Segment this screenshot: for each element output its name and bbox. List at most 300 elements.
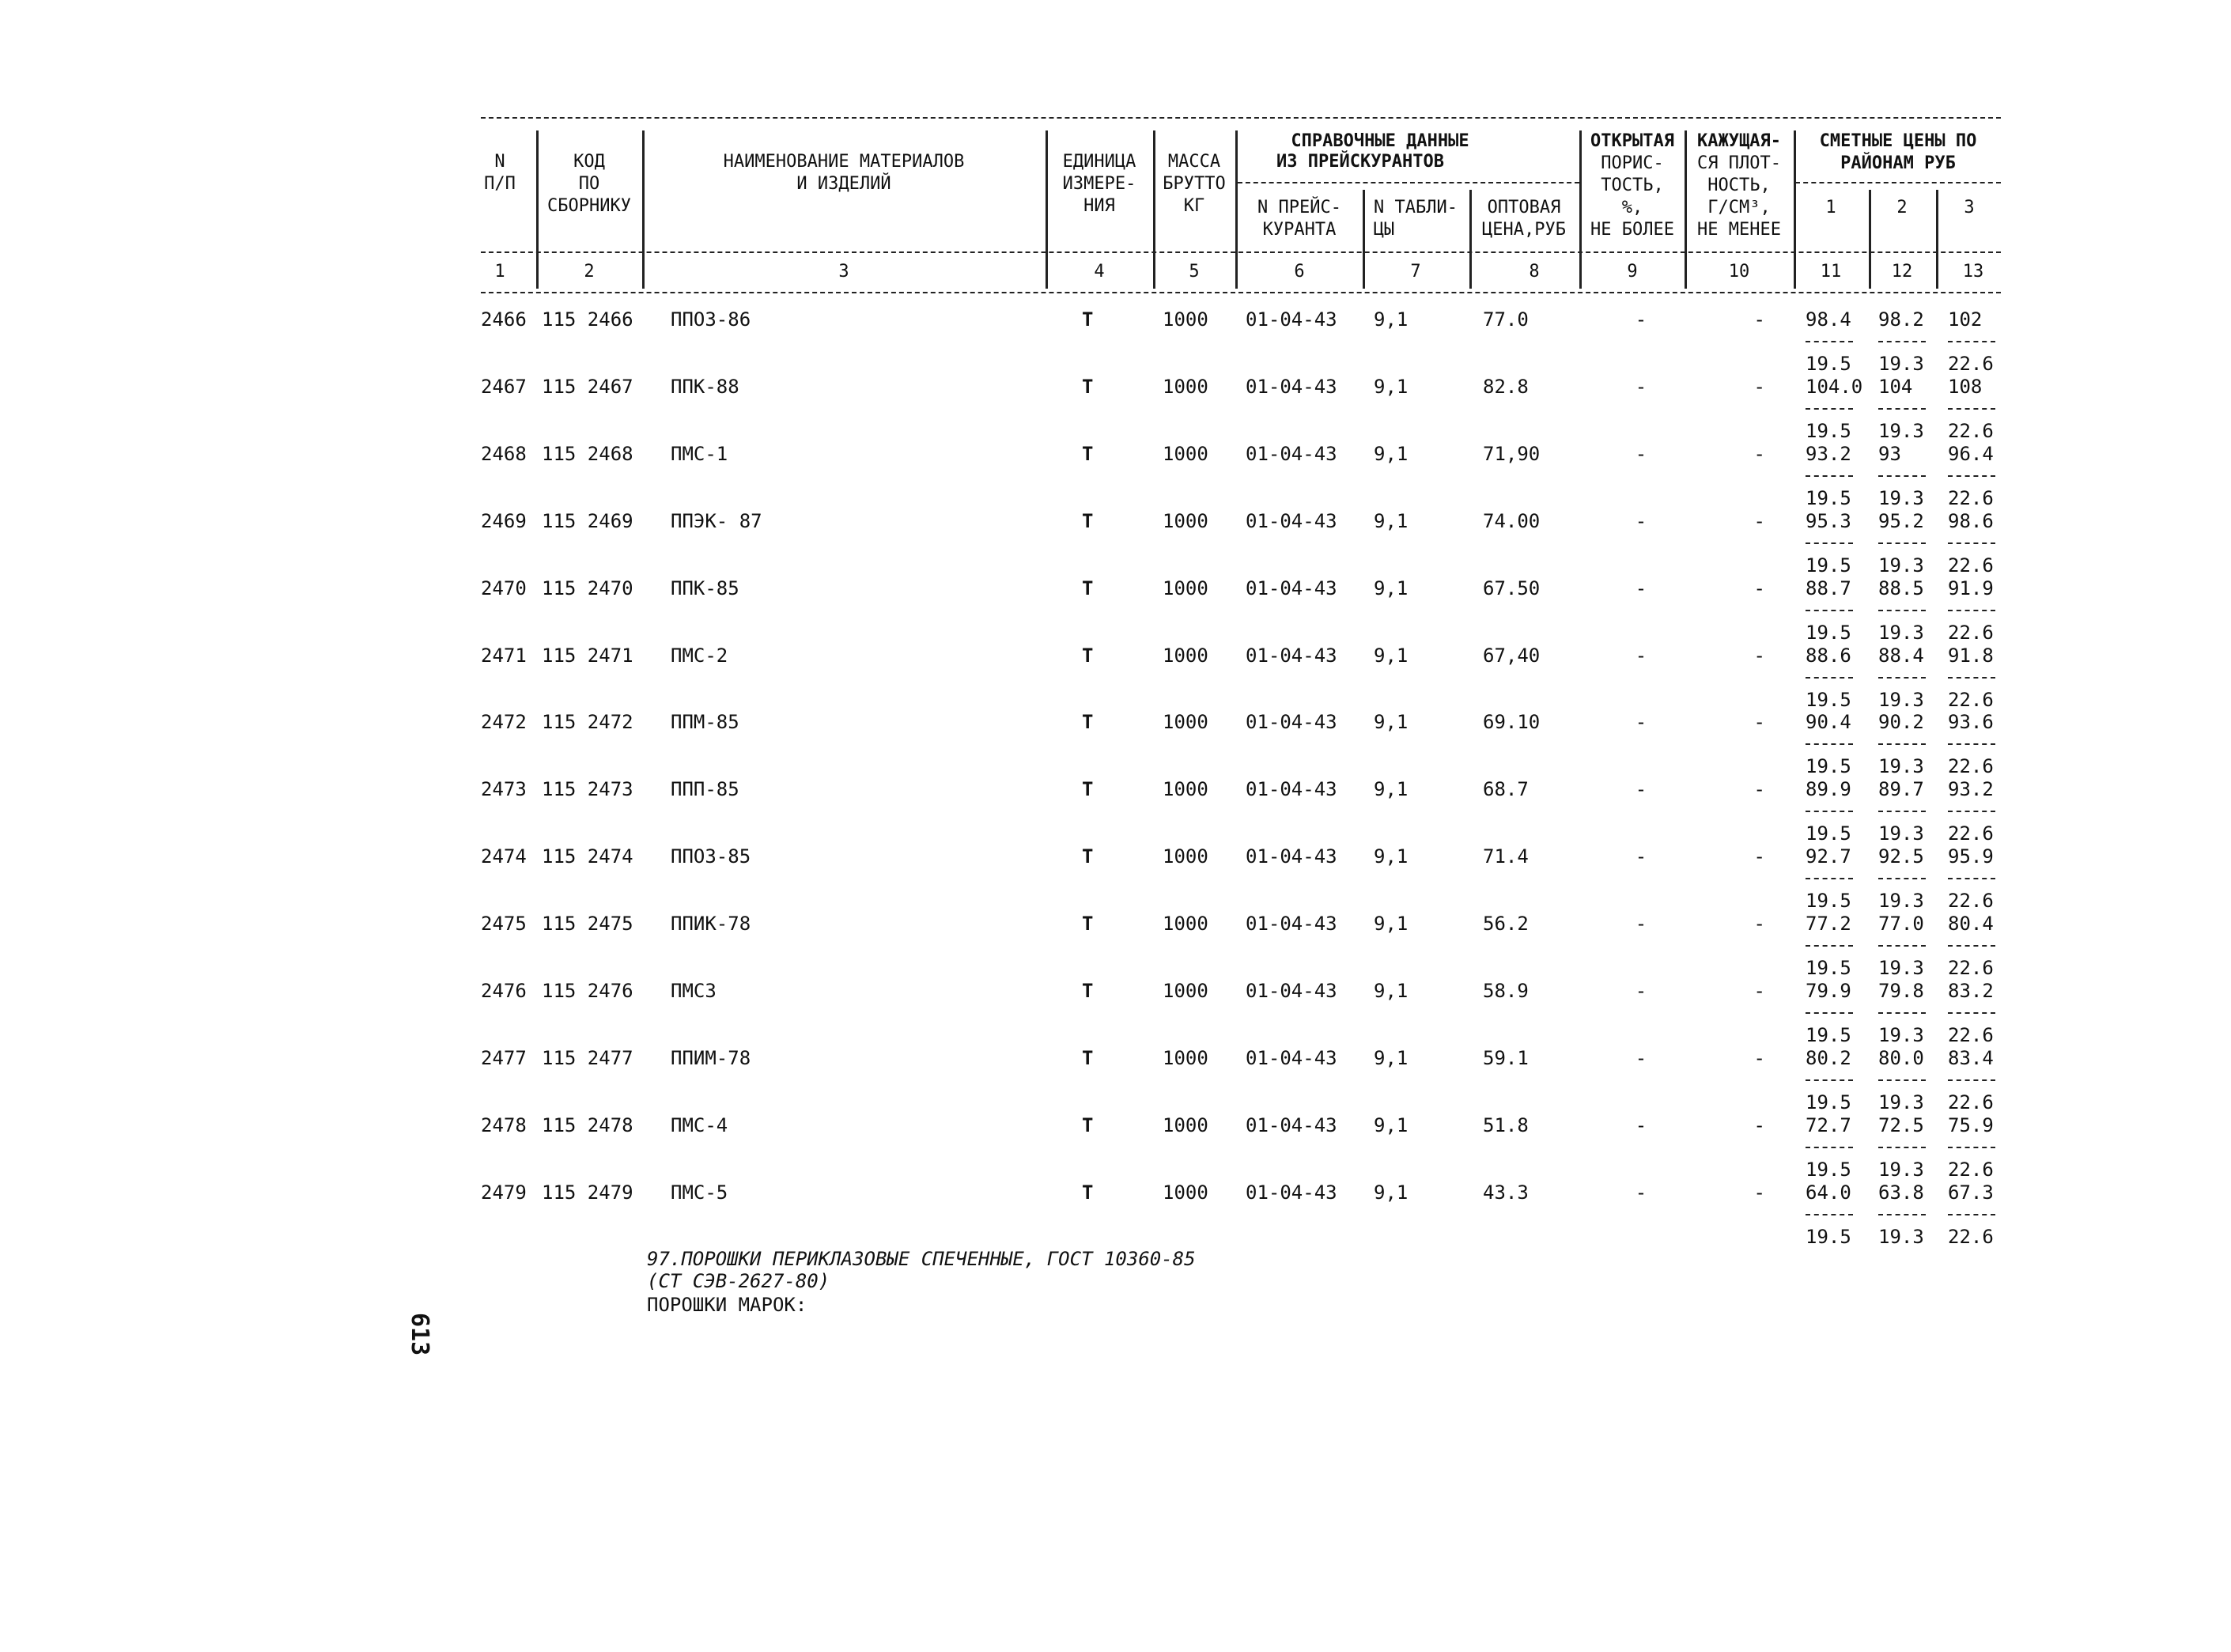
cell-wholesale-price: 74.00 (1483, 509, 1541, 532)
col-number-7: 7 (1410, 262, 1421, 282)
cell-table: 9,1 (1374, 644, 1409, 667)
cell-table: 9,1 (1374, 913, 1409, 936)
cell-number: 2466 (481, 308, 527, 331)
cell-pricelist: 01-04-43 (1246, 845, 1337, 868)
cell-porosity: - (1635, 778, 1647, 801)
cell-porosity: - (1635, 442, 1647, 465)
cell-mass: 1000 (1163, 509, 1208, 532)
cell-region-denominator: 19.3 (1878, 890, 1924, 913)
cell-wholesale-price: 68.7 (1483, 778, 1529, 801)
cell-table: 9,1 (1374, 778, 1409, 801)
cell-code: 115 2472 (542, 711, 633, 734)
fraction-line (1948, 811, 1995, 812)
cell-unit: Т (1082, 308, 1094, 331)
header-density-1: КАЖУЩАЯ- (1697, 131, 1781, 151)
cell-mass: 1000 (1163, 845, 1208, 868)
cell-density: - (1753, 778, 1765, 801)
cell-region-denominator: 22.6 (1948, 621, 1994, 644)
fraction-line (1948, 945, 1995, 947)
cell-density: - (1753, 913, 1765, 936)
cell-mass: 1000 (1163, 913, 1208, 936)
cell-material-name: ПМС-5 (671, 1181, 728, 1204)
col-number-1: 1 (494, 262, 505, 282)
cell-number: 2477 (481, 1046, 527, 1069)
cell-unit: Т (1082, 1113, 1094, 1136)
cell-density: - (1753, 644, 1765, 667)
header-table-2: ЦЫ (1373, 220, 1395, 240)
col-number-2: 2 (584, 262, 595, 282)
cell-wholesale-price: 77.0 (1483, 308, 1529, 331)
fraction-line (1878, 1214, 1926, 1215)
fraction-line (1948, 610, 1995, 611)
header-density-4: Г/СМ³, (1707, 198, 1771, 217)
cell-table: 9,1 (1374, 576, 1409, 599)
cell-region2-price: 63.8 (1878, 1181, 1924, 1204)
fraction-line (1806, 743, 1853, 745)
cell-region1-price: 89.9 (1806, 778, 1851, 801)
cell-region-denominator: 19.5 (1806, 1024, 1851, 1046)
header-price-1: ОПТОВАЯ (1487, 198, 1561, 217)
cell-code: 115 2468 (542, 442, 633, 465)
cell-region-denominator: 22.6 (1948, 554, 1994, 576)
cell-wholesale-price: 56.2 (1483, 913, 1529, 936)
cell-table: 9,1 (1374, 845, 1409, 868)
cell-region3-price: 83.4 (1948, 1046, 1994, 1069)
cell-porosity: - (1635, 1046, 1647, 1069)
fraction-line (1948, 878, 1995, 879)
cell-wholesale-price: 71,90 (1483, 442, 1541, 465)
cell-unit: Т (1082, 509, 1094, 532)
cell-region-denominator: 19.3 (1878, 554, 1924, 576)
fraction-line (1878, 475, 1926, 477)
cell-region-denominator: 22.6 (1948, 1225, 1994, 1248)
cell-material-name: ППОЗ-86 (671, 308, 751, 331)
header-unit-3: НИЯ (1083, 196, 1115, 216)
fraction-line (1806, 475, 1853, 477)
header-npp-1: N (494, 152, 505, 172)
cell-mass: 1000 (1163, 980, 1208, 1002)
cell-wholesale-price: 59.1 (1483, 1046, 1529, 1069)
cell-porosity: - (1635, 375, 1647, 398)
cell-unit: Т (1082, 845, 1094, 868)
cell-wholesale-price: 69.10 (1483, 711, 1541, 734)
cell-region3-price: 95.9 (1948, 845, 1994, 868)
header-density-5: НЕ МЕНЕЕ (1697, 220, 1781, 240)
cell-region3-price: 91.9 (1948, 576, 1994, 599)
cell-density: - (1753, 1181, 1765, 1204)
cell-region-denominator: 22.6 (1948, 890, 1994, 913)
cell-region-denominator: 19.5 (1806, 1091, 1851, 1113)
header-table-1: N ТАБЛИ- (1374, 198, 1458, 217)
fraction-line (1948, 408, 1995, 410)
cell-pricelist: 01-04-43 (1246, 576, 1337, 599)
cell-code: 115 2477 (542, 1046, 633, 1069)
fraction-line (1878, 341, 1926, 342)
col-number-11: 11 (1820, 262, 1842, 282)
cell-table: 9,1 (1374, 509, 1409, 532)
cell-pricelist: 01-04-43 (1246, 1113, 1337, 1136)
cell-table: 9,1 (1374, 711, 1409, 734)
cell-pricelist: 01-04-43 (1246, 442, 1337, 465)
cell-region1-price: 92.7 (1806, 845, 1851, 868)
fraction-line (1806, 542, 1853, 544)
header-porosity-4: %, (1621, 198, 1643, 217)
fraction-line (1878, 878, 1926, 879)
cell-pricelist: 01-04-43 (1246, 711, 1337, 734)
cell-number: 2475 (481, 913, 527, 936)
cell-wholesale-price: 51.8 (1483, 1113, 1529, 1136)
cell-code: 115 2473 (542, 778, 633, 801)
fraction-line (1806, 341, 1853, 342)
cell-code: 115 2479 (542, 1181, 633, 1204)
cell-region-denominator: 22.6 (1948, 1158, 1994, 1181)
fraction-line (1806, 811, 1853, 812)
cell-mass: 1000 (1163, 375, 1208, 398)
cell-pricelist: 01-04-43 (1246, 644, 1337, 667)
cell-density: - (1753, 509, 1765, 532)
cell-mass: 1000 (1163, 1046, 1208, 1069)
cell-region3-price: 96.4 (1948, 442, 1994, 465)
cell-region-denominator: 19.3 (1878, 688, 1924, 711)
header-name-2: И ИЗДЕЛИЙ (796, 174, 891, 194)
cell-region-denominator: 19.5 (1806, 621, 1851, 644)
cell-number: 2468 (481, 442, 527, 465)
cell-region-denominator: 19.5 (1806, 688, 1851, 711)
cell-porosity: - (1635, 913, 1647, 936)
fraction-line (1948, 542, 1995, 544)
cell-wholesale-price: 58.9 (1483, 980, 1529, 1002)
cell-wholesale-price: 67.50 (1483, 576, 1541, 599)
header-porosity-1: ОТКРЫТАЯ (1590, 131, 1674, 151)
cell-number: 2472 (481, 711, 527, 734)
cell-unit: Т (1082, 442, 1094, 465)
header-density-2: СЯ ПЛОТ- (1697, 153, 1781, 173)
cell-unit: Т (1082, 778, 1094, 801)
cell-density: - (1753, 375, 1765, 398)
cell-mass: 1000 (1163, 576, 1208, 599)
section-subtitle: (СТ СЭВ-2627-80) (647, 1270, 830, 1292)
header-unit-2: ИЗМЕРЕ- (1062, 174, 1136, 194)
cell-pricelist: 01-04-43 (1246, 778, 1337, 801)
cell-region1-price: 79.9 (1806, 980, 1851, 1002)
cell-region-denominator: 19.3 (1878, 1091, 1924, 1113)
cell-region1-price: 90.4 (1806, 711, 1851, 734)
col-number-8: 8 (1529, 262, 1540, 282)
cell-number: 2478 (481, 1113, 527, 1136)
cell-code: 115 2467 (542, 375, 633, 398)
fraction-line (1878, 1012, 1926, 1014)
col-number-9: 9 (1627, 262, 1638, 282)
cell-material-name: ППП-85 (671, 778, 739, 801)
cell-region3-price: 98.6 (1948, 509, 1994, 532)
cell-porosity: - (1635, 845, 1647, 868)
fraction-line (1806, 1079, 1853, 1081)
fraction-line (1948, 1214, 1995, 1215)
cell-code: 115 2470 (542, 576, 633, 599)
fraction-line (1878, 811, 1926, 812)
fraction-line (1878, 743, 1926, 745)
cell-pricelist: 01-04-43 (1246, 308, 1337, 331)
cell-region3-price: 108 (1948, 375, 1983, 398)
fraction-line (1806, 878, 1853, 879)
cell-unit: Т (1082, 375, 1094, 398)
cell-region2-price: 88.4 (1878, 644, 1924, 667)
cell-wholesale-price: 82.8 (1483, 375, 1529, 398)
fraction-line (1878, 1147, 1926, 1148)
cell-region-denominator: 19.5 (1806, 1158, 1851, 1181)
cell-porosity: - (1635, 1181, 1647, 1204)
col-number-4: 4 (1094, 262, 1105, 282)
cell-material-name: ППК-88 (671, 375, 739, 398)
cell-region-denominator: 19.3 (1878, 353, 1924, 375)
cell-region1-price: 80.2 (1806, 1046, 1851, 1069)
cell-unit: Т (1082, 1046, 1094, 1069)
cell-table: 9,1 (1374, 980, 1409, 1002)
cell-region-denominator: 19.5 (1806, 1225, 1851, 1248)
cell-unit: Т (1082, 576, 1094, 599)
fraction-line (1806, 1012, 1853, 1014)
fraction-line (1948, 1012, 1995, 1014)
header-mass-1: МАССА (1167, 152, 1221, 172)
cell-region1-price: 77.2 (1806, 913, 1851, 936)
cell-region2-price: 80.0 (1878, 1046, 1924, 1069)
cell-code: 115 2478 (542, 1113, 633, 1136)
cell-unit: Т (1082, 1181, 1094, 1204)
col-number-12: 12 (1891, 262, 1913, 282)
cell-table: 9,1 (1374, 308, 1409, 331)
cell-code: 115 2474 (542, 845, 633, 868)
cell-number: 2476 (481, 980, 527, 1002)
header-porosity-5: НЕ БОЛЕЕ (1590, 220, 1674, 240)
cell-porosity: - (1635, 1113, 1647, 1136)
cell-table: 9,1 (1374, 1113, 1409, 1136)
cell-code: 115 2466 (542, 308, 633, 331)
fraction-line (1806, 610, 1853, 611)
cell-number: 2470 (481, 576, 527, 599)
cell-unit: Т (1082, 913, 1094, 936)
header-region-1: 1 (1825, 198, 1836, 217)
cell-code: 115 2471 (542, 644, 633, 667)
cell-porosity: - (1635, 711, 1647, 734)
cell-region-denominator: 19.3 (1878, 1158, 1924, 1181)
cell-region-denominator: 19.3 (1878, 486, 1924, 509)
fraction-line (1948, 677, 1995, 679)
cell-density: - (1753, 442, 1765, 465)
cell-material-name: ППК-85 (671, 576, 739, 599)
cell-region-denominator: 19.5 (1806, 755, 1851, 778)
cell-number: 2471 (481, 644, 527, 667)
col-number-13: 13 (1962, 262, 1984, 282)
cell-region-denominator: 19.5 (1806, 890, 1851, 913)
cell-material-name: ПМС-1 (671, 442, 728, 465)
fraction-line (1948, 1079, 1995, 1081)
cell-region-denominator: 19.3 (1878, 419, 1924, 442)
cell-mass: 1000 (1163, 711, 1208, 734)
cell-region3-price: 102 (1948, 308, 1983, 331)
cell-region1-price: 93.2 (1806, 442, 1851, 465)
cell-region3-price: 91.8 (1948, 644, 1994, 667)
fraction-line (1878, 610, 1926, 611)
cell-region2-price: 72.5 (1878, 1113, 1924, 1136)
cell-porosity: - (1635, 644, 1647, 667)
cell-region-denominator: 19.5 (1806, 486, 1851, 509)
cell-region2-price: 104 (1878, 375, 1913, 398)
cell-region-denominator: 19.5 (1806, 554, 1851, 576)
header-price-group-2: РАЙОНАМ РУБ (1840, 153, 1956, 173)
cell-region2-price: 89.7 (1878, 778, 1924, 801)
header-density-3: НОСТЬ, (1707, 176, 1771, 195)
cell-region3-price: 67.3 (1948, 1181, 1994, 1204)
cell-mass: 1000 (1163, 442, 1208, 465)
cell-table: 9,1 (1374, 375, 1409, 398)
cell-code: 115 2476 (542, 980, 633, 1002)
cell-region3-price: 80.4 (1948, 913, 1994, 936)
cell-region-denominator: 22.6 (1948, 486, 1994, 509)
fraction-line (1806, 1147, 1853, 1148)
cell-region3-price: 93.2 (1948, 778, 1994, 801)
cell-region3-price: 93.6 (1948, 711, 1994, 734)
header-price-2: ЦЕНА,РУБ (1482, 220, 1566, 240)
cell-wholesale-price: 71.4 (1483, 845, 1529, 868)
cell-pricelist: 01-04-43 (1246, 509, 1337, 532)
fraction-line (1806, 408, 1853, 410)
header-porosity-2: ПОРИС- (1601, 153, 1664, 173)
header-region-3: 3 (1964, 198, 1975, 217)
fraction-line (1878, 677, 1926, 679)
cell-pricelist: 01-04-43 (1246, 375, 1337, 398)
cell-density: - (1753, 1046, 1765, 1069)
cell-number: 2474 (481, 845, 527, 868)
header-mass-3: КГ (1183, 196, 1205, 216)
cell-region-denominator: 22.6 (1948, 1024, 1994, 1046)
header-price-group-1: СМЕТНЫЕ ЦЕНЫ ПО (1819, 131, 1977, 151)
cell-region-denominator: 19.5 (1806, 957, 1851, 980)
col-number-6: 6 (1294, 262, 1305, 282)
cell-mass: 1000 (1163, 308, 1208, 331)
fraction-line (1948, 475, 1995, 477)
cell-material-name: ППОЗ-85 (671, 845, 751, 868)
cell-number: 2473 (481, 778, 527, 801)
cell-pricelist: 01-04-43 (1246, 913, 1337, 936)
cell-mass: 1000 (1163, 644, 1208, 667)
header-ref-group-1: СПРАВОЧНЫЕ ДАННЫЕ (1291, 131, 1469, 151)
cell-region-denominator: 19.3 (1878, 621, 1924, 644)
cell-number: 2479 (481, 1181, 527, 1204)
cell-unit: Т (1082, 980, 1094, 1002)
cell-pricelist: 01-04-43 (1246, 1181, 1337, 1204)
fraction-line (1948, 341, 1995, 342)
cell-region-denominator: 19.3 (1878, 755, 1924, 778)
cell-unit: Т (1082, 711, 1094, 734)
cell-porosity: - (1635, 509, 1647, 532)
cell-region2-price: 90.2 (1878, 711, 1924, 734)
header-code-1: КОД (573, 152, 605, 172)
fraction-line (1878, 542, 1926, 544)
cell-region2-price: 88.5 (1878, 576, 1924, 599)
cell-region2-price: 95.2 (1878, 509, 1924, 532)
cell-density: - (1753, 308, 1765, 331)
cell-unit: Т (1082, 644, 1094, 667)
cell-region-denominator: 19.3 (1878, 822, 1924, 845)
fraction-line (1948, 743, 1995, 745)
cell-density: - (1753, 980, 1765, 1002)
cell-region1-price: 104.0 (1806, 375, 1863, 398)
cell-material-name: ПМС3 (671, 980, 717, 1002)
cell-region-denominator: 22.6 (1948, 1091, 1994, 1113)
cell-region2-price: 92.5 (1878, 845, 1924, 868)
cell-wholesale-price: 43.3 (1483, 1181, 1529, 1204)
cell-table: 9,1 (1374, 442, 1409, 465)
cell-region2-price: 79.8 (1878, 980, 1924, 1002)
cell-number: 2469 (481, 509, 527, 532)
cell-region-denominator: 19.3 (1878, 1024, 1924, 1046)
cell-mass: 1000 (1163, 1113, 1208, 1136)
col-number-10: 10 (1728, 262, 1750, 282)
cell-region-denominator: 19.3 (1878, 957, 1924, 980)
header-pricelist-1: N ПРЕЙС- (1257, 198, 1341, 217)
header-mass-2: БРУТТО (1163, 174, 1226, 194)
cell-region1-price: 88.6 (1806, 644, 1851, 667)
cell-pricelist: 01-04-43 (1246, 1046, 1337, 1069)
cell-region-denominator: 22.6 (1948, 755, 1994, 778)
cell-region-denominator: 19.3 (1878, 1225, 1924, 1248)
cell-density: - (1753, 711, 1765, 734)
col-number-5: 5 (1189, 262, 1200, 282)
header-code-2: ПО (578, 174, 600, 194)
cell-code: 115 2475 (542, 913, 633, 936)
cell-region2-price: 77.0 (1878, 913, 1924, 936)
cell-number: 2467 (481, 375, 527, 398)
cell-region-denominator: 22.6 (1948, 353, 1994, 375)
brands-label: ПОРОШКИ МАРОК: (647, 1294, 807, 1316)
header-npp-2: П/П (484, 174, 516, 194)
cell-region1-price: 95.3 (1806, 509, 1851, 532)
cell-wholesale-price: 67,40 (1483, 644, 1541, 667)
cell-region-denominator: 19.5 (1806, 353, 1851, 375)
cell-region3-price: 75.9 (1948, 1113, 1994, 1136)
fraction-line (1878, 1079, 1926, 1081)
cell-region-denominator: 22.6 (1948, 419, 1994, 442)
header-pricelist-2: КУРАНТА (1262, 220, 1337, 240)
col-number-3: 3 (838, 262, 849, 282)
cell-material-name: ППИМ-78 (671, 1046, 751, 1069)
cell-material-name: ППМ-85 (671, 711, 739, 734)
header-name-1: НАИМЕНОВАНИЕ МАТЕРИАЛОВ (723, 152, 965, 172)
cell-region1-price: 98.4 (1806, 308, 1851, 331)
fraction-line (1806, 677, 1853, 679)
cell-material-name: ППИК-78 (671, 913, 751, 936)
cell-porosity: - (1635, 980, 1647, 1002)
cell-region1-price: 72.7 (1806, 1113, 1851, 1136)
cell-region-denominator: 22.6 (1948, 822, 1994, 845)
cell-table: 9,1 (1374, 1046, 1409, 1069)
cell-material-name: ПМС-4 (671, 1113, 728, 1136)
cell-density: - (1753, 1113, 1765, 1136)
cell-code: 115 2469 (542, 509, 633, 532)
header-region-2: 2 (1896, 198, 1908, 217)
cell-mass: 1000 (1163, 1181, 1208, 1204)
section-title: 97.ПОРОШКИ ПЕРИКЛАЗОВЫЕ СПЕЧЕННЫЕ, ГОСТ 10360-85 (647, 1248, 1196, 1270)
page-number: 613 (406, 1313, 433, 1356)
cell-material-name: ПМС-2 (671, 644, 728, 667)
header-ref-group-2: ИЗ ПРЕЙСКУРАНТОВ (1276, 152, 1444, 172)
fraction-line (1878, 408, 1926, 410)
cell-density: - (1753, 576, 1765, 599)
header-code-3: СБОРНИКУ (547, 196, 631, 216)
cell-region1-price: 64.0 (1806, 1181, 1851, 1204)
fraction-line (1948, 1147, 1995, 1148)
fraction-line (1806, 945, 1853, 947)
